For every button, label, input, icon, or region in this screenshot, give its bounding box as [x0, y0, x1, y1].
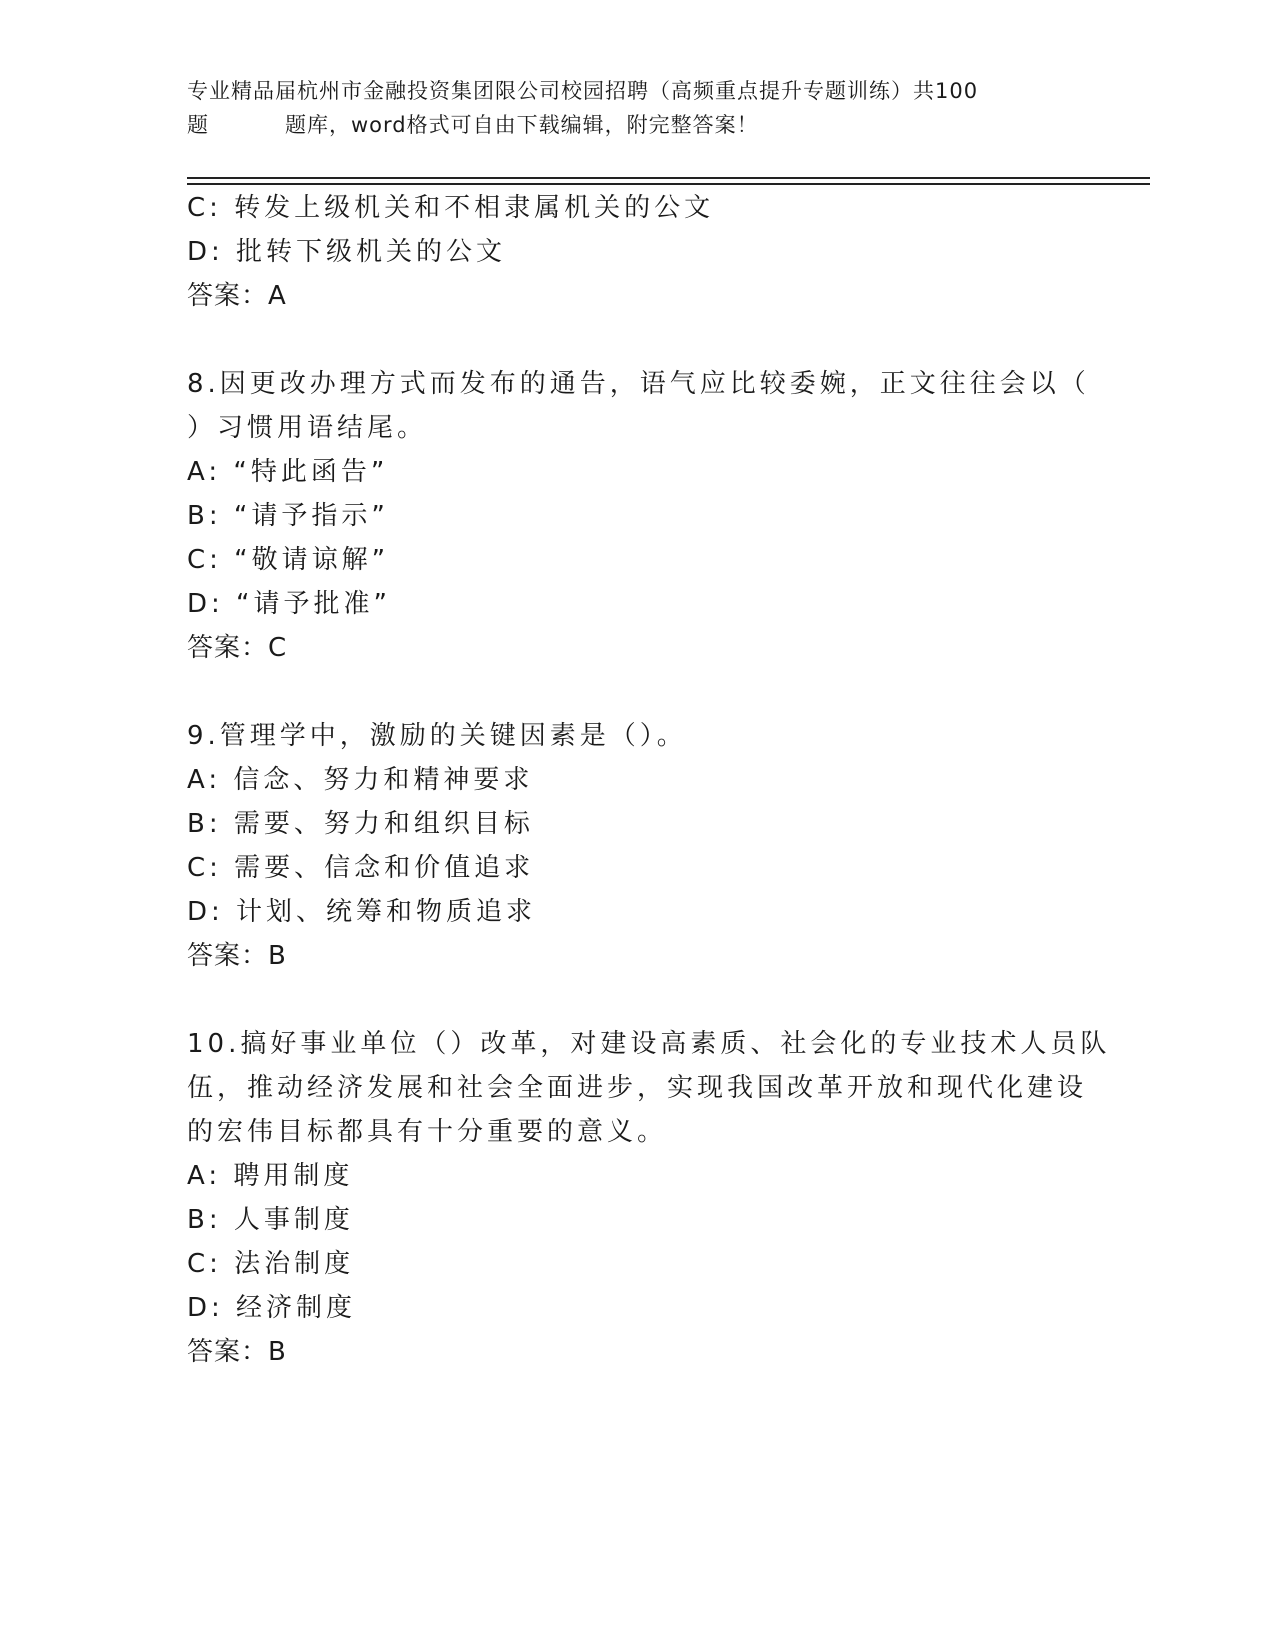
q9-answer: 答案：B	[187, 941, 287, 971]
q9-stem-line-1: 9.管理学中，激励的关键因素是（）。	[187, 721, 687, 751]
q10-option-d: D: 经济制度	[187, 1293, 357, 1323]
q10-stem-line-2: 伍，推动经济发展和社会全面进步，实现我国改革开放和现代化建设	[187, 1073, 1088, 1103]
q8-option-a: A: “特此函告”	[187, 457, 389, 487]
header-title-line-1: 专业精品届杭州市金融投资集团限公司校园招聘（高频重点提升专题训练）共100	[187, 79, 979, 103]
q10-stem-line-3: 的宏伟目标都具有十分重要的意义。	[187, 1117, 668, 1147]
q10-option-c: C: 法治制度	[187, 1249, 355, 1279]
header-divider-bottom	[187, 183, 1150, 185]
q7-answer: 答案：A	[187, 281, 287, 311]
q10-answer: 答案：B	[187, 1337, 287, 1367]
q9-option-d: D: 计划、统筹和物质追求	[187, 897, 537, 927]
q10-option-a: A: 聘用制度	[187, 1161, 354, 1191]
header-title-line-2-right: 题库，word格式可自由下载编辑，附完整答案！	[285, 113, 759, 137]
q9-option-a: A: 信念、努力和精神要求	[187, 765, 534, 795]
q9-option-c: C: 需要、信念和价值追求	[187, 853, 535, 883]
header-title-line-2-left: 题	[187, 113, 209, 137]
q8-option-b: B: “请予指示”	[187, 501, 389, 531]
q10-stem-line-1: 10.搞好事业单位（）改革，对建设高素质、社会化的专业技术人员队	[187, 1029, 1111, 1059]
q7-option-d: D: 批转下级机关的公文	[187, 237, 507, 267]
q10-option-b: B: 人事制度	[187, 1205, 354, 1235]
q9-option-b: B: 需要、努力和组织目标	[187, 809, 534, 839]
q8-answer: 答案：C	[187, 633, 288, 663]
q7-option-c: C: 转发上级机关和不相隶属机关的公文	[187, 193, 715, 223]
page-header	[187, 74, 1087, 142]
q8-option-c: C: “敬请谅解”	[187, 545, 390, 575]
header-divider-top	[187, 177, 1150, 179]
q8-stem-line-2: ）习惯用语结尾。	[187, 413, 428, 443]
q8-option-d: D: “请予批准”	[187, 589, 391, 619]
header-title-line-2	[187, 108, 1087, 142]
q8-stem-line-1: 8.因更改办理方式而发布的通告，语气应比较委婉，正文往往会以（	[187, 369, 1090, 399]
